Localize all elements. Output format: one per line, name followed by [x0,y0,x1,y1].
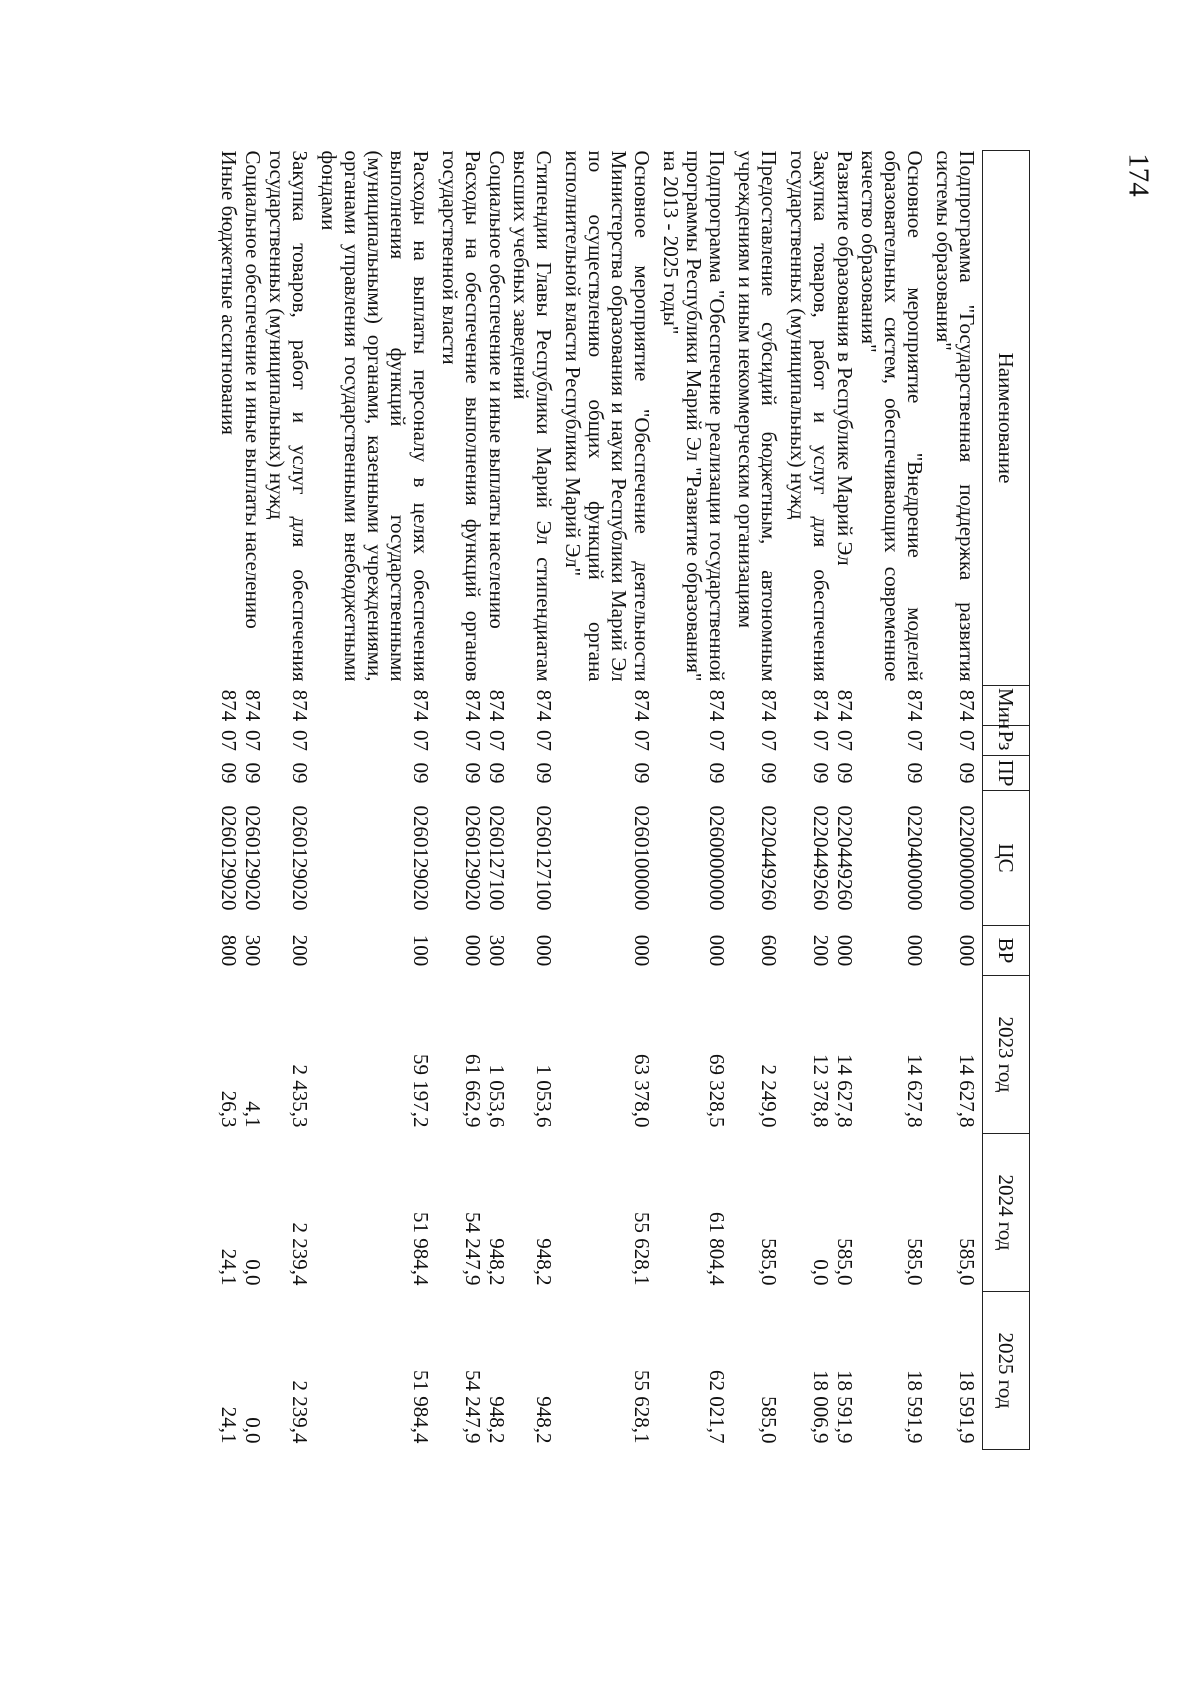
cell-2023: 14 627,8 [833,1054,857,1128]
cell-2024: 585,0 [903,1238,927,1286]
cell-vr: 000 [630,934,654,967]
cell-name: Подпрограмма "Обеспечение реализации государственной программы Республики Марий Эл "Развитие образования" на 2013 - 2025 годы" [659,150,729,682]
cell-vr: 000 [705,934,729,967]
cell-pr: 09 [241,762,265,784]
cell-2023: 1 053,6 [532,1064,556,1128]
cell-min: 874 [241,689,265,722]
cell-2023: 12 378,8 [809,1054,833,1128]
cell-2024: 0,0 [241,1259,265,1286]
cell-2025: 18 006,9 [809,1370,833,1444]
cell-min: 874 [630,689,654,722]
cell-2023: 61 662,9 [461,1054,485,1128]
cell-2024: 51 984,4 [409,1212,433,1286]
cell-vr: 300 [485,934,509,967]
cell-rz: 07 [461,730,485,751]
cell-rz: 07 [705,730,729,751]
page-number: 174 [1122,153,1155,197]
cell-cs: 0260129020 [217,805,241,911]
cell-2024: 585,0 [757,1238,781,1286]
cell-cs: 0260127100 [485,805,509,911]
cell-rz: 07 [241,730,265,751]
budget-table [217,150,1030,1450]
cell-rz: 07 [630,730,654,751]
cell-pr: 09 [757,762,781,784]
cell-cs: 0220449260 [757,805,781,911]
cell-name: Основное мероприятие "Внедрение моделей образовательных систем, обеспечивающих современное качество образования" [857,150,927,682]
cell-min: 874 [461,689,485,722]
cell-2023: 59 197,2 [409,1054,433,1128]
table-row [786,151,833,1450]
cell-pr: 09 [833,762,857,784]
cell-2025: 62 021,7 [705,1370,729,1444]
cell-rz: 07 [903,730,927,751]
cell-pr: 09 [809,762,833,784]
cell-2024: 585,0 [955,1238,979,1286]
cell-cs: 0220449260 [809,805,833,911]
header-2023: 2023 год [983,976,1030,1134]
cell-2023: 14 627,8 [955,1054,979,1128]
cell-cs: 0260129020 [241,805,265,911]
cell-vr: 000 [833,934,857,967]
cell-min: 874 [757,689,781,722]
cell-min: 874 [485,689,509,722]
cell-min: 874 [833,689,857,722]
cell-vr: 000 [461,934,485,967]
cell-2024: 948,2 [485,1238,509,1286]
cell-2025: 18 591,9 [955,1370,979,1444]
cell-cs: 0260000000 [705,805,729,911]
cell-rz: 07 [532,730,556,751]
cell-2024: 0,0 [809,1259,833,1286]
cell-vr: 200 [809,934,833,967]
cell-min: 874 [809,689,833,722]
table-row [509,151,561,1450]
cell-rz: 07 [809,730,833,751]
cell-name: Развитие образования в Республике Марий Эл [833,150,857,566]
cell-rz: 07 [217,730,241,751]
cell-pr: 09 [217,762,241,784]
cell-pr: 09 [955,762,979,784]
cell-vr: 100 [409,934,433,967]
cell-2024: 948,2 [532,1238,556,1286]
cell-vr: 000 [903,934,927,967]
cell-cs: 0220400000 [903,805,927,911]
cell-name: Расходы на обеспечение выполнения функций органов государственной власти [438,150,485,682]
cell-2024: 585,0 [833,1238,857,1286]
header-2025: 2025 год [983,1292,1030,1450]
cell-vr: 300 [241,934,265,967]
cell-2023: 4,1 [241,1101,265,1128]
cell-rz: 07 [409,730,433,751]
rotated-table-container [217,150,1030,1450]
cell-rz: 07 [288,730,312,751]
cell-2023: 69 328,5 [705,1054,729,1128]
cell-name: Подпрограмма "Государственная поддержка развития системы образования" [932,150,979,682]
table-row [485,151,509,1450]
cell-pr: 09 [903,762,927,784]
cell-min: 874 [409,689,433,722]
cell-name: Расходы на выплаты персоналу в целях обеспечения выполнения функций государственными (муниципальными) органами, казенными учреждениями, органами управления государственными внебюджетными фондами [317,150,433,682]
cell-vr: 200 [288,934,312,967]
header-2024: 2024 год [983,1134,1030,1292]
cell-2024: 24,1 [217,1248,241,1286]
cell-vr: 000 [532,934,556,967]
cell-2023: 26,3 [217,1090,241,1128]
header-pr: ПР [983,756,1030,791]
cell-cs: 0260127100 [532,805,556,911]
cell-pr: 09 [485,762,509,784]
cell-min: 874 [532,689,556,722]
table-row [265,151,317,1450]
cell-2025: 18 591,9 [903,1370,927,1444]
cell-name: Основное мероприятие "Обеспечение деятельности Министерства образования и науки Республики Марий Эл по осуществлению общих функций органа исполнительной власти Республики Марий Эл" [561,150,654,682]
cell-2024: 61 804,4 [705,1212,729,1286]
cell-pr: 09 [705,762,729,784]
cell-min: 874 [217,689,241,722]
cell-cs: 0260129020 [409,805,433,911]
cell-2025: 585,0 [757,1396,781,1444]
cell-name: Социальное обеспечение и иные выплаты населению [485,150,509,629]
cell-rz: 07 [757,730,781,751]
cell-cs: 0220449260 [833,805,857,911]
cell-2023: 2 435,3 [288,1064,312,1128]
cell-2023: 63 378,0 [630,1054,654,1128]
cell-2024: 55 628,1 [630,1212,654,1286]
table-row [561,151,659,1450]
cell-2024: 2 239,4 [288,1222,312,1286]
cell-2024: 54 247,9 [461,1212,485,1286]
cell-2025: 24,1 [217,1406,241,1444]
cell-2025: 948,2 [485,1396,509,1444]
cell-2025: 0,0 [241,1417,265,1444]
cell-name: Закупка товаров, работ и услуг для обеспечения государственных (муниципальных) нужд [265,150,312,682]
table-row [833,151,857,1450]
cell-pr: 09 [288,762,312,784]
table-row [217,151,241,1450]
table-row [438,151,485,1450]
cell-min: 874 [705,689,729,722]
table-row [857,151,932,1450]
cell-pr: 09 [532,762,556,784]
header-min: Мин [983,686,1030,726]
header-cs: ЦС [983,791,1030,926]
cell-min: 874 [903,689,927,722]
cell-min: 874 [955,689,979,722]
cell-2025: 2 239,4 [288,1380,312,1444]
cell-vr: 000 [955,934,979,967]
cell-2025: 55 628,1 [630,1370,654,1444]
table-row [734,151,786,1450]
cell-name: Закупка товаров, работ и услуг для обеспечения государственных (муниципальных) нужд [786,150,833,682]
cell-cs: 0260129020 [461,805,485,911]
table-body [217,151,983,1450]
cell-rz: 07 [485,730,509,751]
cell-pr: 09 [409,762,433,784]
cell-vr: 800 [217,934,241,967]
cell-2023: 2 249,0 [757,1064,781,1128]
cell-min: 874 [288,689,312,722]
header-name: Наименование [983,151,1030,686]
cell-vr: 600 [757,934,781,967]
cell-rz: 07 [833,730,857,751]
table-row [317,151,438,1450]
cell-name: Предоставление субсидий бюджетным, автономным учреждениям и иным некоммерческим организациям [734,150,781,682]
table-header [983,151,1030,1450]
cell-2025: 18 591,9 [833,1370,857,1444]
cell-2023: 14 627,8 [903,1054,927,1128]
cell-pr: 09 [630,762,654,784]
table-row [659,151,734,1450]
cell-cs: 0220000000 [955,805,979,911]
cell-2025: 54 247,9 [461,1370,485,1444]
cell-rz: 07 [955,730,979,751]
cell-2025: 948,2 [532,1396,556,1444]
table-row [932,151,983,1450]
cell-cs: 0260129020 [288,805,312,911]
header-rz: Рз [983,726,1030,756]
header-vr: ВР [983,926,1030,976]
cell-name: Иные бюджетные ассигнования [217,150,241,435]
cell-pr: 09 [461,762,485,784]
table-row [241,151,265,1450]
cell-cs: 0260100000 [630,805,654,911]
cell-2025: 51 984,4 [409,1370,433,1444]
cell-name: Социальное обеспечение и иные выплаты населению [241,150,265,629]
cell-name: Стипендии Главы Республики Марий Эл стипендиатам высших учебных заведений [509,150,556,682]
cell-2023: 1 053,6 [485,1064,509,1128]
